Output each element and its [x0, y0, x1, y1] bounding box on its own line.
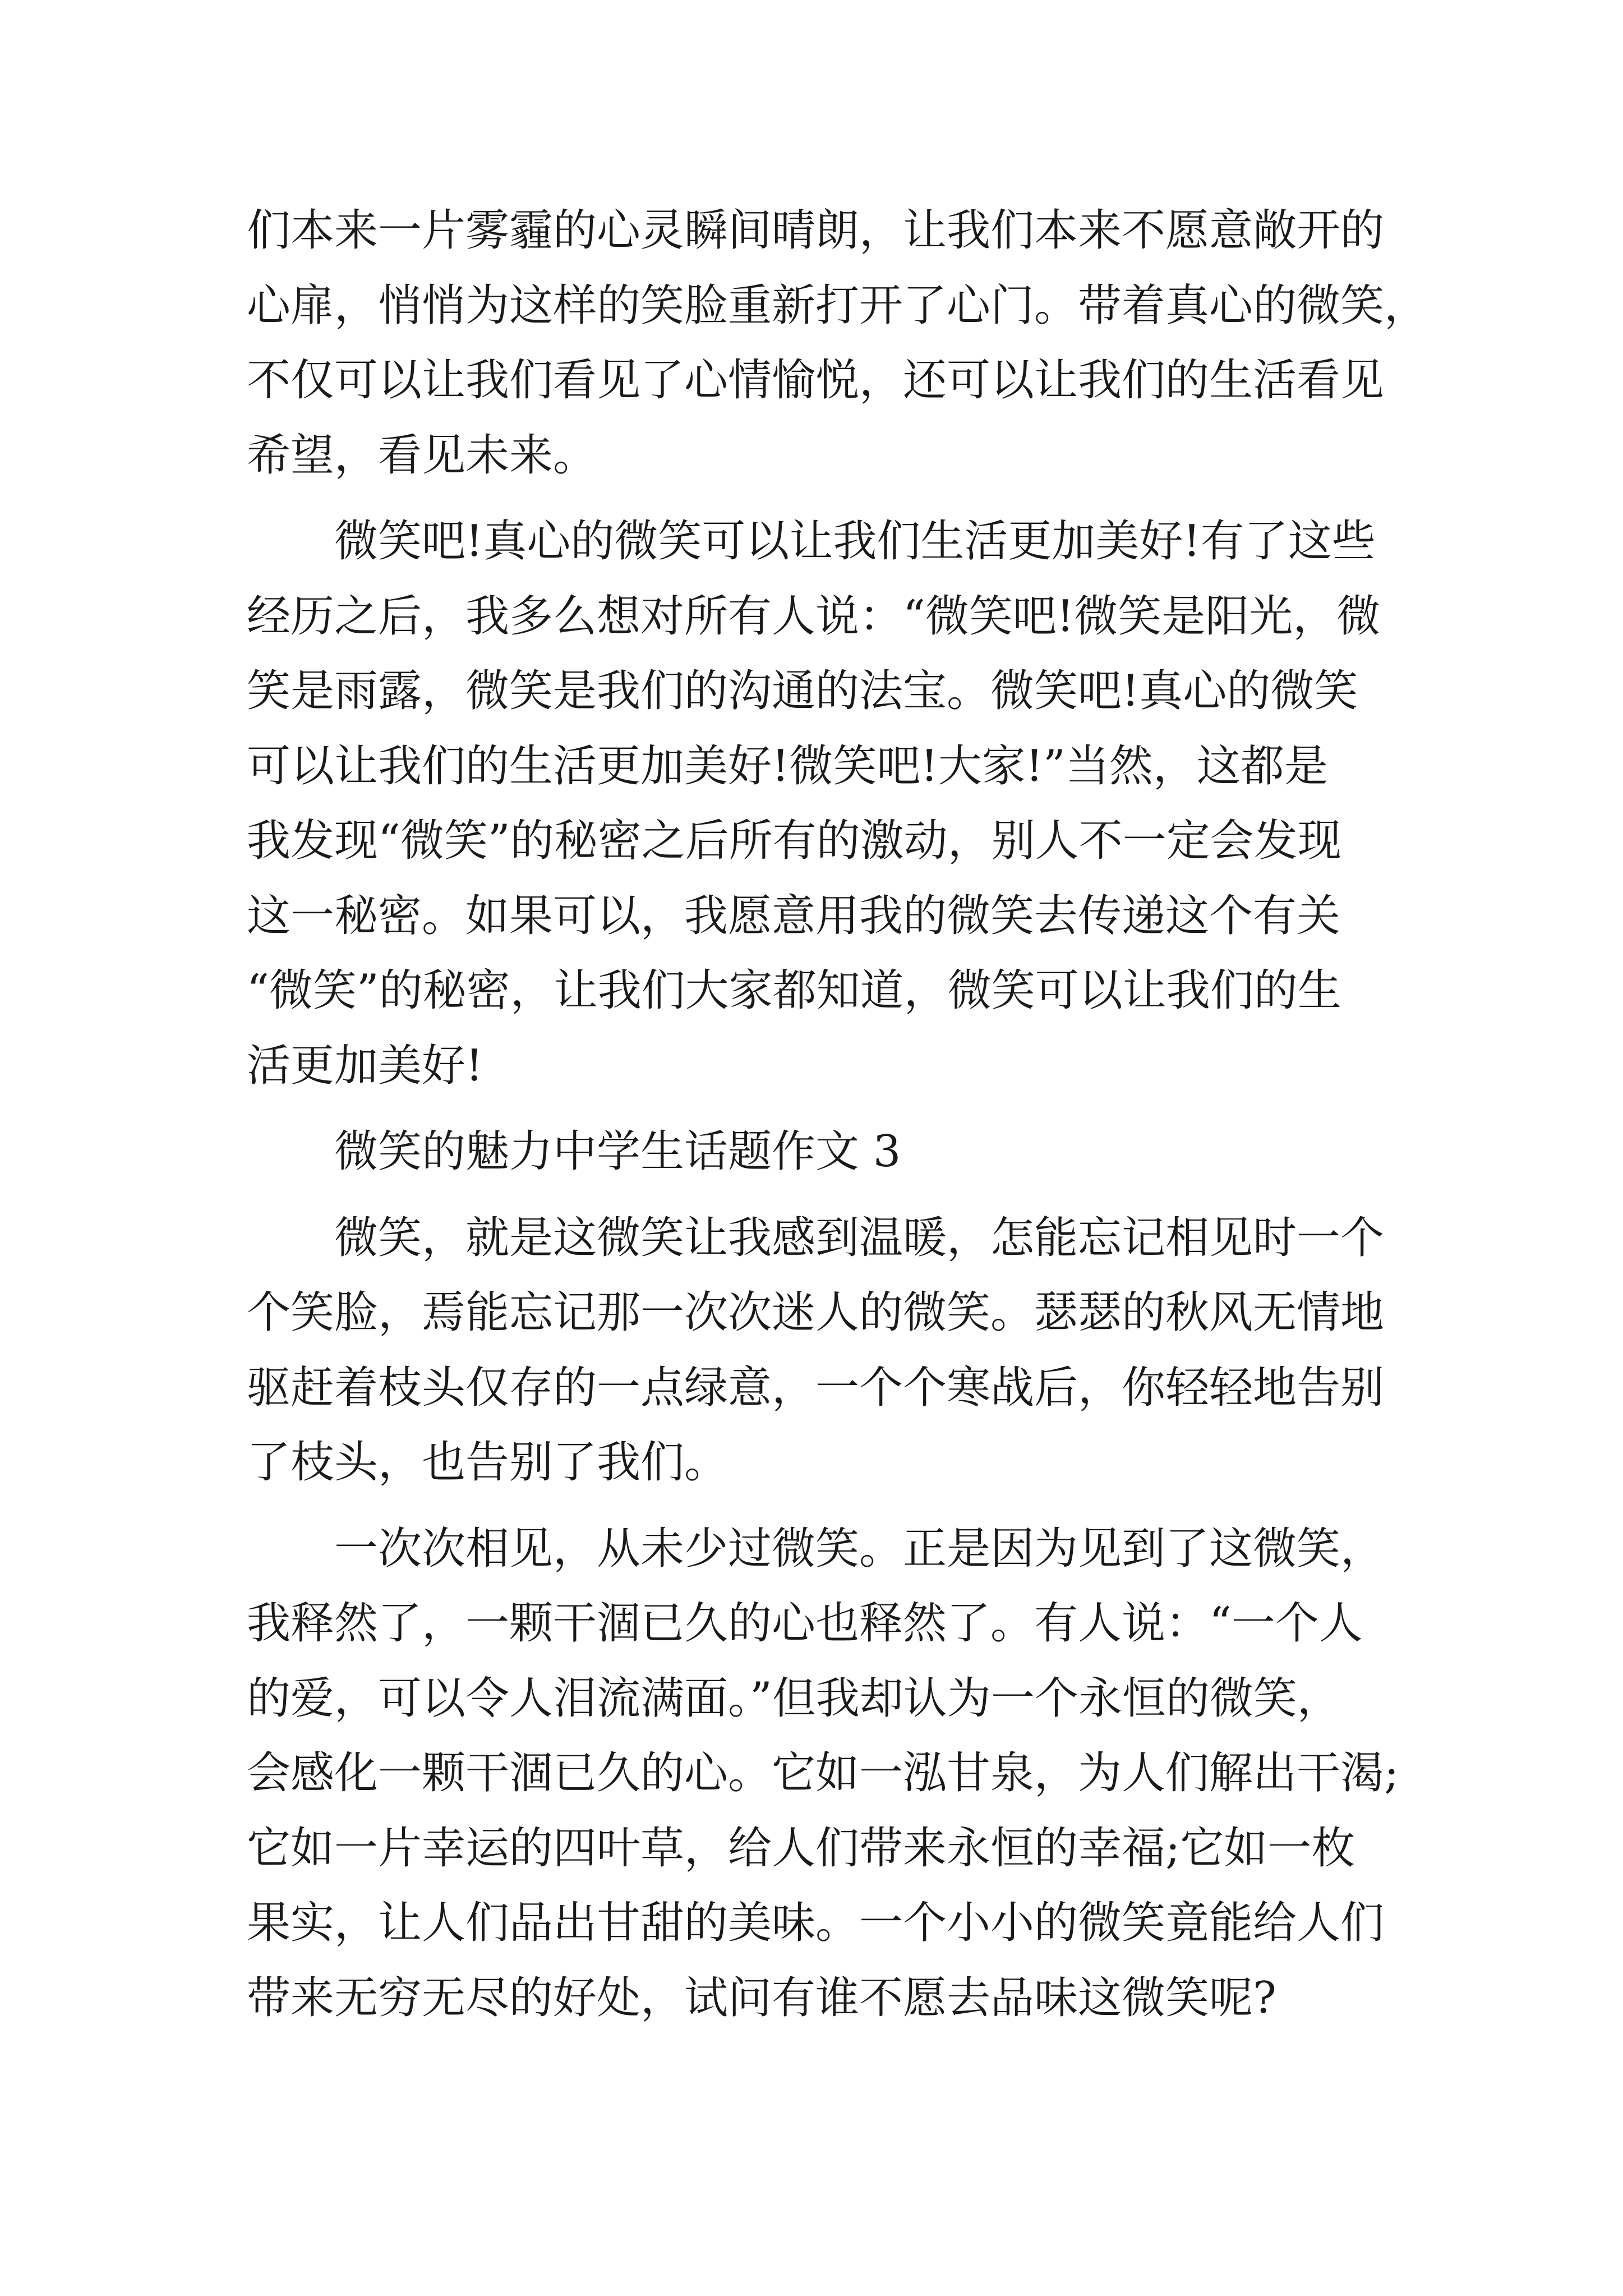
text-line: 笑是雨露，微笑是我们的沟通的法宝。微笑吧!真心的微笑 — [247, 666, 1358, 716]
text-line: 的爱，可以令人泪流满面。”但我却认为一个永恒的微笑， — [247, 1673, 1341, 1724]
text-line: 它如一片幸运的四叶草，给人们带来永恒的幸福;它如一枚 — [247, 1823, 1355, 1874]
text-line: 经历之后，我多么想对所有人说：“微笑吧!微笑是阳光，微 — [247, 591, 1381, 642]
text-line: 希望，看见未来。 — [247, 430, 597, 481]
text-line: 活更加美好! — [247, 1040, 483, 1091]
paragraph — [247, 1201, 1385, 1501]
text-line: 微笑，就是这微笑让我感到温暖，怎能忘记相见时一个 — [334, 1212, 1385, 1263]
text-line: 这一秘密。如果可以，我愿意用我的微笑去传递这个有关 — [247, 890, 1341, 941]
paragraph — [247, 1512, 1399, 2036]
paragraph — [247, 194, 1428, 493]
text-line: 带来无穷无尽的好处，试问有谁不愿去品味这微笑呢? — [247, 1972, 1276, 2023]
text-line: 可以让我们的生活更加美好!微笑吧!大家!”当然，这都是 — [247, 740, 1328, 792]
section-heading — [247, 1115, 1385, 1190]
text-line: 微笑吧!真心的微笑可以让我们生活更加美好!有了这些 — [334, 516, 1376, 567]
text-line: 我发现“微笑”的秘密之后所有的激动，别人不一定会发现 — [247, 816, 1341, 866]
text-line: 我释然了，一颗干涸已久的心也释然了。有人说：“一个人 — [247, 1598, 1363, 1649]
document-body — [247, 194, 1428, 2036]
text-line: “微笑”的秘密，让我们大家都知道，微笑可以让我们的生 — [247, 965, 1341, 1016]
text-line: 驱赶着枝头仅存的一点绿意，一个个寒战后，你轻轻地告别 — [247, 1362, 1385, 1413]
text-line: 们本来一片雾霾的心灵瞬间晴朗，让我们本来不愿意敞开的 — [247, 205, 1385, 256]
text-line: 果实，让人们品出甘甜的美味。一个小小的微笑竟能给人们 — [247, 1898, 1385, 1948]
text-line: 一次次相见，从未少过微笑。正是因为见到了这微笑， — [334, 1523, 1385, 1574]
paragraph — [247, 504, 1385, 1103]
text-line: 心扉，悄悄为这样的笑脸重新打开了心门。带着真心的微笑， — [247, 280, 1428, 331]
text-line: 微笑的魅力中学生话题作文 3 — [334, 1126, 901, 1177]
text-line: 会感化一颗干涸已久的心。它如一泓甘泉，为人们解出干渴; — [247, 1748, 1399, 1798]
text-line: 不仅可以让我们看见了心情愉悦，还可以让我们的生活看见 — [247, 355, 1385, 406]
text-line: 个笑脸，焉能忘记那一次次迷人的微笑。瑟瑟的秋风无情地 — [247, 1287, 1385, 1338]
text-line: 了枝头，也告别了我们。 — [247, 1437, 728, 1488]
